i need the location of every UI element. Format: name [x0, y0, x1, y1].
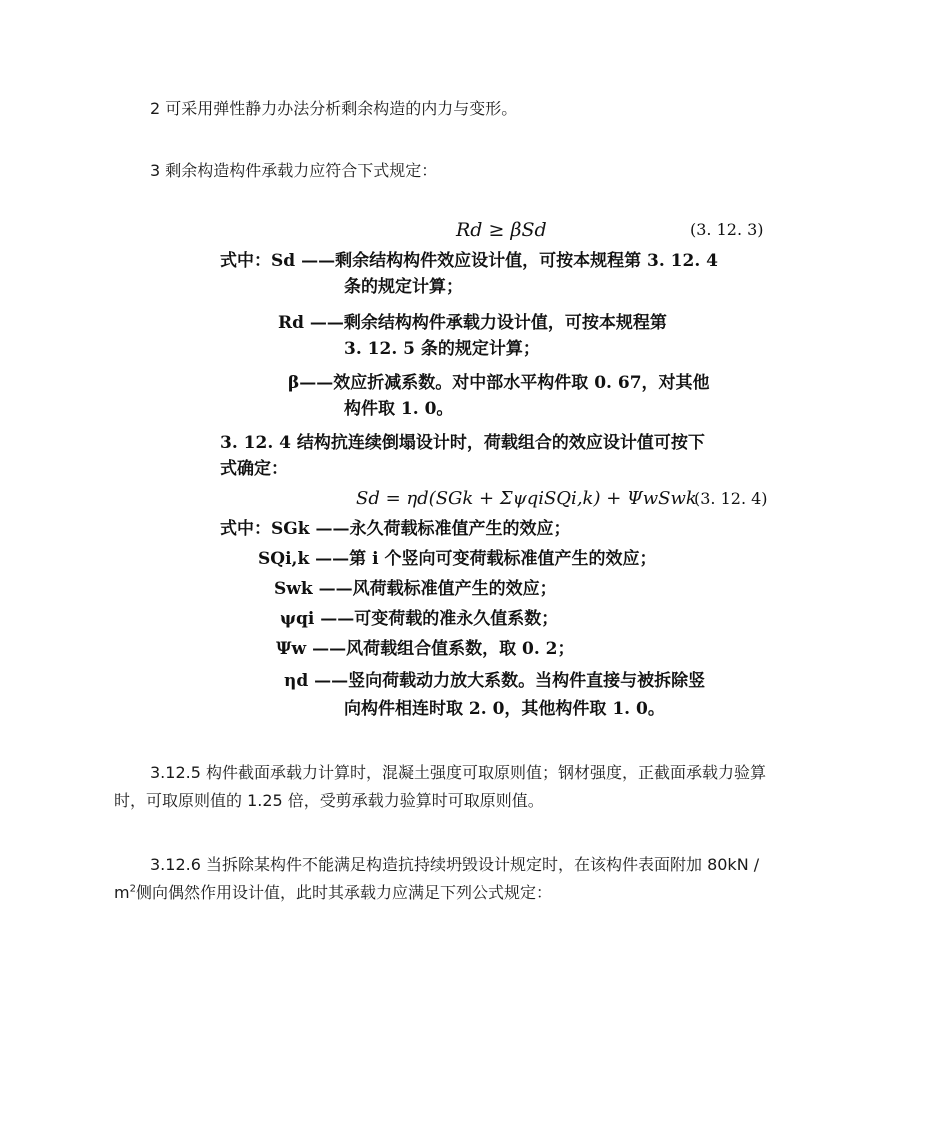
paragraph-3-12-6-cont [114, 880, 552, 906]
definition-beta: β——效应折减系数。对中部水平构件取 0. 67，对其他 [288, 373, 710, 393]
equation-3-12-3: Rd ≥ βSd [456, 219, 547, 241]
paragraph-3-12-6-text: 侧向偶然作用设计值，此时其承载力应满足下列公式规定： [135, 883, 552, 902]
definition-sd: 式中：Sd ——剩余结构构件效应设计值，可按本规程第 3. 12. 4 [220, 251, 718, 271]
definition-rd: Rd ——剩余结构构件承载力设计值，可按本规程第 [278, 313, 667, 333]
definition-sgk: 式中：SGk ——永久荷载标准值产生的效应； [220, 519, 571, 539]
unit-superscript: 2 [129, 883, 136, 895]
definition-eta-d: ηd ——竖向荷载动力放大系数。当构件直接与被拆除竖 [284, 671, 706, 691]
equation-number-3-12-3: (3. 12. 3) [690, 220, 764, 239]
scanned-formula-block [220, 215, 790, 730]
definition-psi-qi: ψqi ——可变荷载的准永久值系数； [280, 609, 559, 629]
definition-beta-cont: 构件取 1. 0。 [344, 399, 454, 419]
unit-m: m [114, 883, 130, 902]
equation-3-12-4: Sd = ηd(SGk + ΣψqiSQi,k) + ΨwSwk [356, 488, 697, 509]
paragraph-3-12-6: 3.12.6 当拆除某构件不能满足构造抗持续坍毁设计规定时，在该构件表面附加 80kN / [150, 855, 760, 874]
clause-3-12-4: 3. 12. 4 结构抗连续倒塌设计时，荷载组合的效应设计值可按下 [220, 433, 705, 453]
definition-sd-cont: 条的规定计算； [344, 277, 463, 297]
clause-3-12-4-cont: 式确定： [220, 459, 288, 479]
paragraph-3-12-5: 3.12.5 构件截面承载力计算时，混凝土强度可取原则值；钢材强度，正截面承载力验算 [150, 763, 766, 782]
definition-sqik: SQi,k ——第 i 个竖向可变荷载标准值产生的效应； [258, 549, 657, 569]
paragraph-3-12-5-cont: 时，可取原则值的 1.25 倍，受剪承载力验算时可取原则值。 [114, 791, 544, 810]
definition-swk: Swk ——风荷载标准值产生的效应； [274, 579, 557, 599]
definition-psi-w: Ψw ——风荷载组合值系数，取 0. 2； [276, 639, 575, 659]
definition-rd-cont: 3. 12. 5 条的规定计算； [344, 339, 540, 359]
equation-number-3-12-4: (3. 12. 4) [694, 489, 768, 508]
paragraph-item-2: 2 可采用弹性静力办法分析剩余构造的内力与变形。 [150, 99, 518, 118]
paragraph-item-3: 3 剩余构造构件承载力应符合下式规定： [150, 161, 438, 180]
definition-eta-d-cont: 向构件相连时取 2. 0，其他构件取 1. 0。 [344, 699, 665, 719]
